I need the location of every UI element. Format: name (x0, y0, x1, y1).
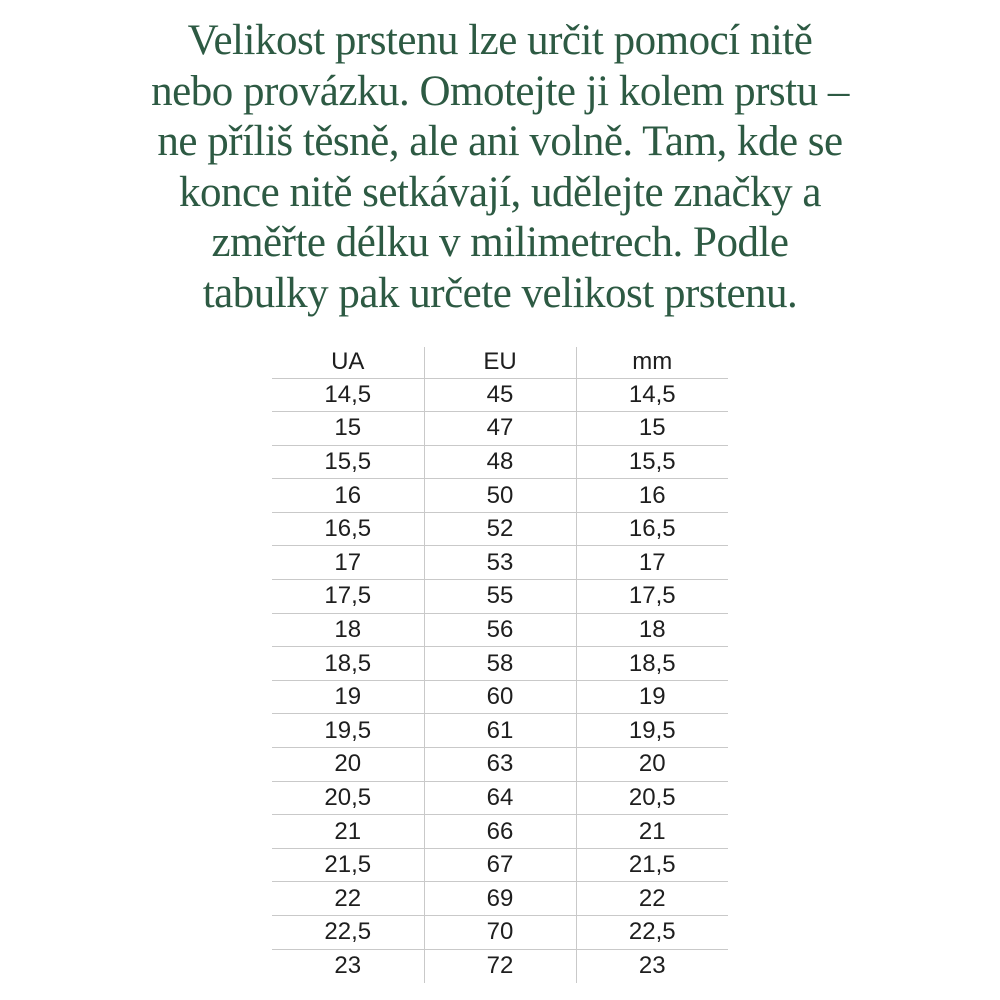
table-row (272, 613, 728, 647)
table-cell: 67 (424, 848, 576, 882)
table-row (272, 680, 728, 714)
table-cell: 20 (576, 748, 728, 782)
column-header-mm: mm (576, 347, 728, 378)
column-header-eu: EU (424, 347, 576, 378)
column-header-ua: UA (272, 347, 424, 378)
size-table-header (272, 347, 728, 378)
table-cell: 15,5 (272, 445, 424, 479)
table-row (272, 412, 728, 446)
table-cell: 45 (424, 378, 576, 412)
table-cell: 52 (424, 512, 576, 546)
table-header-row (272, 347, 728, 378)
intro-line: změřte délku v milimetrech. Podle (211, 219, 789, 266)
table-row (272, 815, 728, 849)
intro-line: ne příliš těsně, ale ani volně. Tam, kde se (157, 118, 843, 165)
table-row (272, 378, 728, 412)
table-cell: 53 (424, 546, 576, 580)
ring-size-table (272, 347, 728, 983)
table-row (272, 445, 728, 479)
table-cell: 16 (272, 479, 424, 513)
table-cell: 14,5 (272, 378, 424, 412)
table-cell: 21,5 (272, 848, 424, 882)
table-cell: 23 (334, 952, 362, 980)
table-cell: 61 (424, 714, 576, 748)
table-cell: 69 (424, 882, 576, 916)
table-cell: 16,5 (576, 512, 728, 546)
table-row (272, 748, 728, 782)
table-row (272, 949, 728, 983)
table-cell: 15 (576, 412, 728, 446)
table-cell: 58 (424, 647, 576, 681)
table-cell: 47 (424, 412, 576, 446)
table-cell: 22 (576, 882, 728, 916)
table-cell: 72 (424, 949, 576, 983)
table-cell: 18,5 (272, 647, 424, 681)
size-table-body (272, 378, 728, 983)
table-cell: 23 (638, 952, 666, 980)
table-cell: 19,5 (272, 714, 424, 748)
intro-line: nebo provázku. Omotejte ji kolem prstu – (151, 67, 849, 115)
table-cell: 21,5 (576, 848, 728, 882)
table-row (272, 479, 728, 513)
table-row (272, 916, 728, 950)
table-cell: 14,5 (576, 378, 728, 412)
table-row (272, 546, 728, 580)
table-row (272, 781, 728, 815)
table-row (272, 882, 728, 916)
table-cell: 21 (576, 815, 728, 849)
table-cell: 17 (272, 546, 424, 580)
table-cell: 18,5 (576, 647, 728, 681)
intro-line: tabulky pak určete velikost prstenu. (202, 269, 798, 317)
table-cell: 63 (424, 748, 576, 782)
intro-text (70, 0, 930, 319)
table-cell: 15,5 (576, 445, 728, 479)
table-cell: 64 (424, 781, 576, 815)
table-cell: 22,5 (576, 916, 728, 950)
table-cell: 19 (272, 680, 424, 714)
table-row (272, 848, 728, 882)
table-cell: 66 (424, 815, 576, 849)
table-cell: 16 (576, 479, 728, 513)
table-row (272, 512, 728, 546)
table-cell: 22 (272, 882, 424, 916)
table-cell: 20,5 (576, 781, 728, 815)
table-cell: 19 (576, 680, 728, 714)
table-cell: 18 (576, 613, 728, 647)
table-cell: 16,5 (272, 512, 424, 546)
table-cell: 20,5 (272, 781, 424, 815)
table-cell: 70 (424, 916, 576, 950)
table-cell: 17 (576, 546, 728, 580)
table-cell: 18 (272, 613, 424, 647)
table-cell: 22,5 (272, 916, 424, 950)
table-cell: 55 (424, 580, 576, 614)
table-row (272, 647, 728, 681)
table-cell: 21 (272, 815, 424, 849)
table-cell: 60 (424, 680, 576, 714)
table-cell: 15 (272, 412, 424, 446)
table-row (272, 580, 728, 614)
table-cell: 19,5 (576, 714, 728, 748)
table-cell: 48 (424, 445, 576, 479)
intro-line: konce nitě setkávají, udělejte značky a (179, 168, 821, 216)
table-cell: 17,5 (576, 580, 728, 614)
table-cell: 56 (424, 613, 576, 647)
table-row (272, 714, 728, 748)
table-cell: 50 (424, 479, 576, 513)
intro-line: Velikost prstenu lze určit pomocí nitě (187, 17, 813, 64)
table-cell: 20 (272, 748, 424, 782)
table-cell: 17,5 (272, 580, 424, 614)
